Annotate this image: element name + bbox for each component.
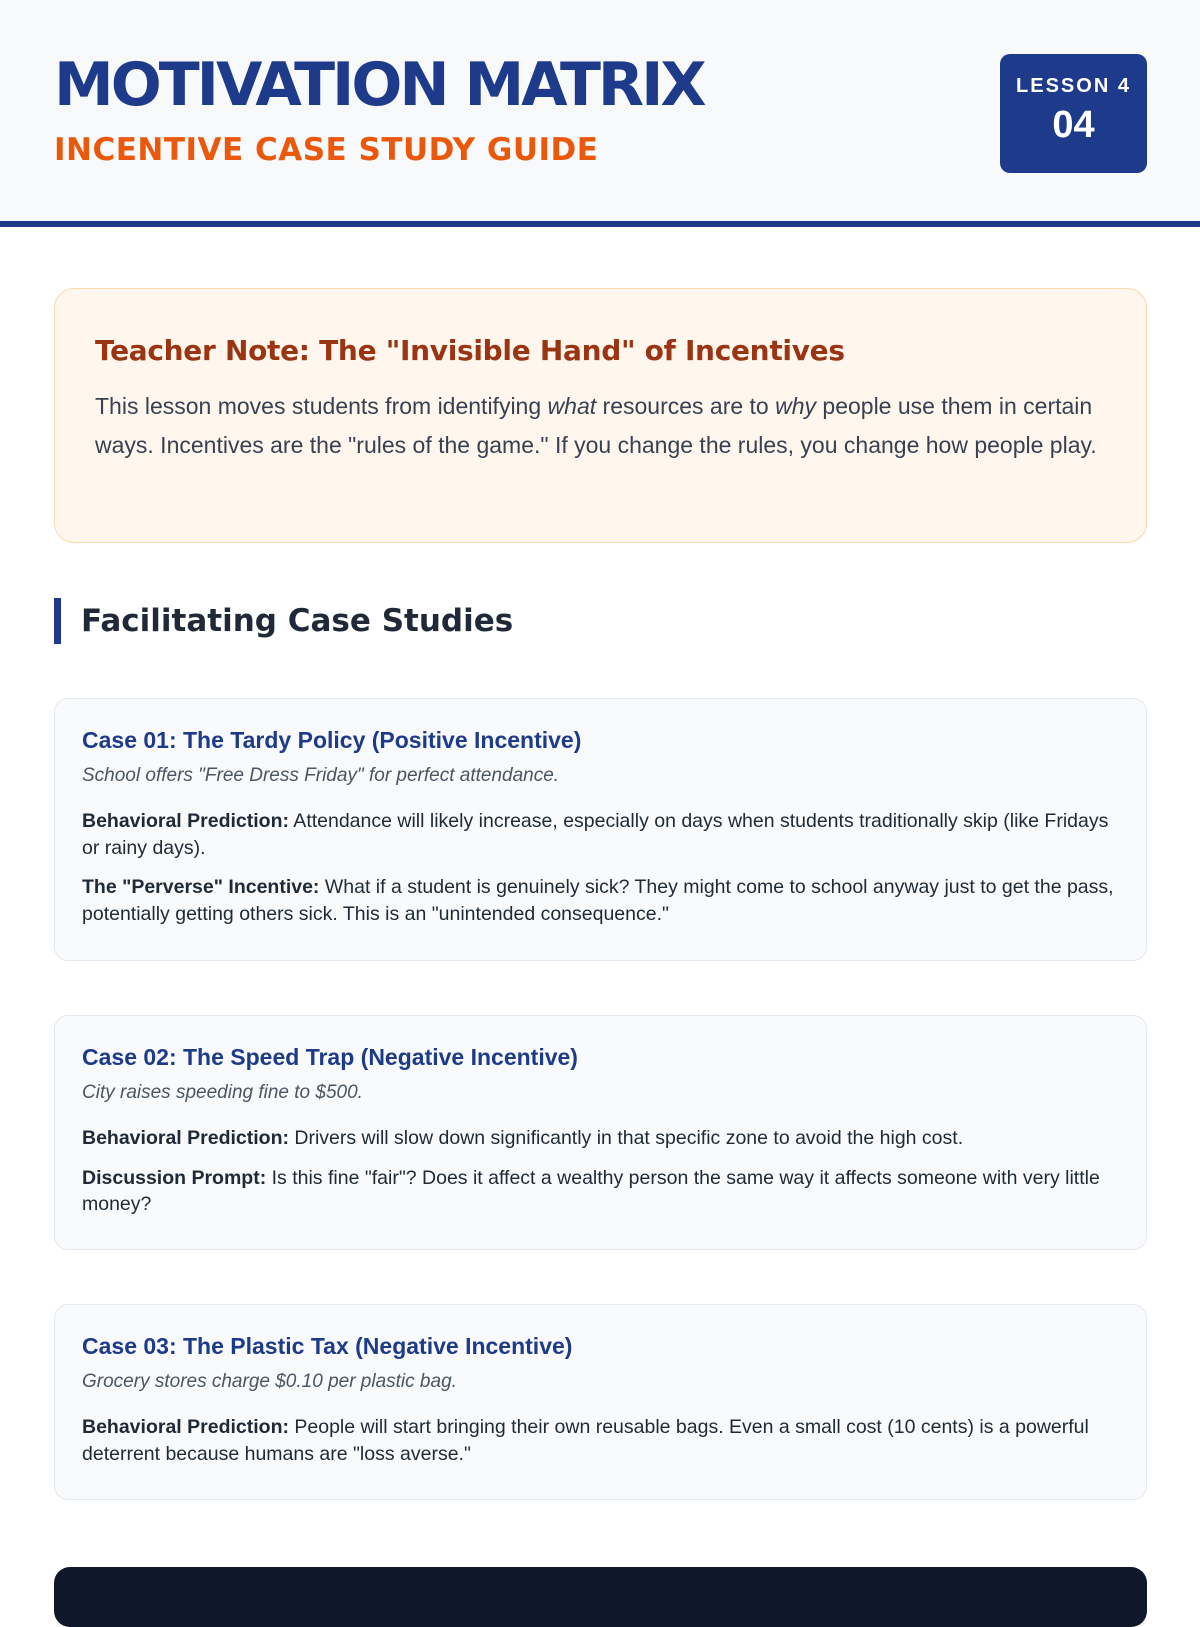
- case-card-03: [54, 1304, 1147, 1500]
- note-emphasis-what: what: [547, 393, 597, 419]
- note-emphasis-why: why: [775, 393, 817, 419]
- case-title: Case 02: The Speed Trap (Negative Incentive): [82, 1044, 578, 1070]
- perverse-text: What if a student is genuinely sick? They might come to school anyway just to get the pass, potentially getting others sick. This is an "unintended consequence.": [82, 876, 1114, 925]
- note-text: resources are to: [596, 393, 776, 419]
- prediction-label: Behavioral Prediction:: [82, 1416, 289, 1438]
- page-title: MOTIVATION MATRIX: [54, 50, 704, 120]
- page-subtitle: INCENTIVE CASE STUDY GUIDE: [54, 132, 599, 168]
- note-text: This lesson moves students from identifying: [95, 393, 548, 419]
- behavioral-prediction: [82, 1414, 1119, 1467]
- perverse-incentive: [82, 874, 1119, 927]
- case-title: Case 03: The Plastic Tax (Negative Incentive): [82, 1333, 573, 1359]
- case-card-02: [54, 1015, 1147, 1250]
- prediction-text: People will start bringing their own reusable bags. Even a small cost (10 cents) is a powerful deterrent because humans are "loss averse.": [82, 1416, 1089, 1465]
- lesson-badge: [1000, 54, 1147, 173]
- behavioral-prediction: [82, 808, 1119, 861]
- lesson-number: 04: [1052, 104, 1095, 146]
- section-heading: Facilitating Case Studies: [54, 598, 513, 644]
- discussion-prompt: [82, 1165, 1119, 1218]
- case-scenario: City raises speeding fine to $500.: [82, 1082, 363, 1103]
- perverse-label: The "Perverse" Incentive:: [82, 876, 320, 898]
- footer-bar: [54, 1567, 1147, 1627]
- discussion-text: Is this fine "fair"? Does it affect a wealthy person the same way it affects someone with very little money?: [82, 1166, 1100, 1215]
- prediction-text: Attendance will likely increase, especially on days when students traditionally skip (like Fridays or rainy days).: [82, 810, 1109, 859]
- lesson-label: LESSON 4: [1016, 75, 1131, 97]
- discussion-label: Discussion Prompt:: [82, 1166, 267, 1189]
- case-scenario: School offers "Free Dress Friday" for perfect attendance.: [82, 765, 560, 786]
- prediction-label: Behavioral Prediction:: [82, 810, 289, 832]
- teacher-note: [54, 288, 1147, 543]
- case-card-01: [54, 698, 1147, 961]
- case-title: Case 01: The Tardy Policy (Positive Incentive): [82, 727, 582, 753]
- case-scenario: Grocery stores charge $0.10 per plastic bag.: [82, 1371, 457, 1392]
- note-text: people use them in certain ways. Incentives are the "rules of the game." If you change the rules, you change how people play.: [95, 393, 1097, 458]
- page-header: [0, 0, 1200, 227]
- teacher-note-body: [95, 387, 1106, 464]
- behavioral-prediction: [82, 1125, 1119, 1152]
- teacher-note-title: Teacher Note: The "Invisible Hand" of Incentives: [95, 334, 845, 367]
- prediction-label: Behavioral Prediction:: [82, 1127, 289, 1149]
- prediction-text: Drivers will slow down significantly in that specific zone to avoid the high cost.: [288, 1127, 964, 1149]
